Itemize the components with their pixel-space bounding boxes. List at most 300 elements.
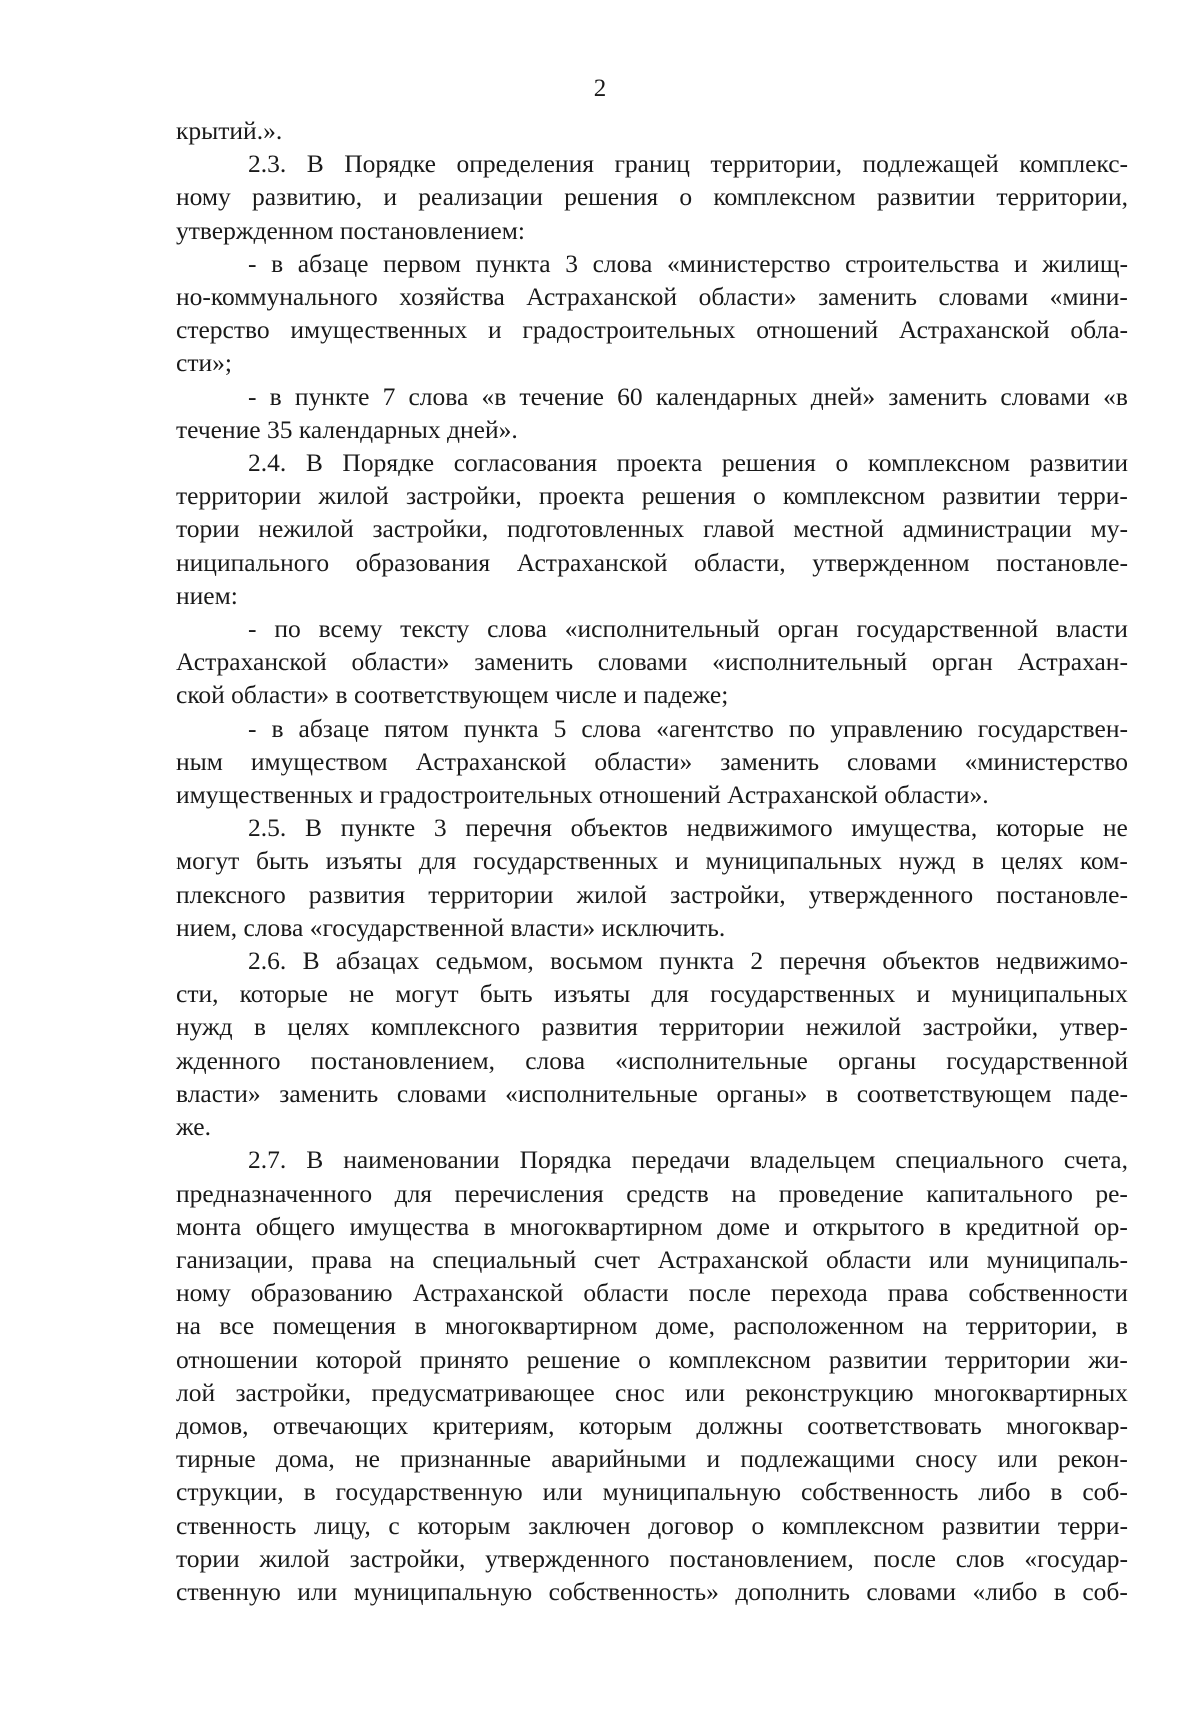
text-line-content: сти»;: [176, 348, 232, 378]
text-word: нежилой: [805, 1012, 902, 1042]
text-word: территории: [945, 1344, 1071, 1374]
text-word: комплексного: [370, 1012, 521, 1042]
text-word: терри-: [1057, 1510, 1128, 1540]
text-word: Порядке: [342, 448, 435, 478]
text-line: [176, 1309, 1128, 1342]
text-word: решения: [564, 182, 659, 212]
text-word: слова: [487, 614, 547, 644]
text-word: утвержденного: [808, 879, 974, 909]
text-line: [176, 1343, 1128, 1376]
text-word: Астраханской: [898, 315, 1050, 345]
text-word: постановле-: [996, 879, 1128, 909]
text-line: [176, 1210, 1128, 1243]
text-line: [176, 1010, 1128, 1043]
text-word: образованию: [250, 1278, 393, 1308]
text-word: могут: [176, 846, 240, 876]
text-word: либо: [978, 1477, 1031, 1507]
text-word: утвержденном: [812, 547, 970, 577]
text-line-content: же.: [176, 1112, 211, 1142]
text-line: [176, 712, 1128, 745]
text-word: открытого: [812, 1211, 925, 1241]
text-word: государственной: [856, 614, 1039, 644]
text-line: [176, 479, 1128, 512]
text-word: после: [688, 1278, 751, 1308]
text-word: словами: [866, 1576, 957, 1606]
text-word: застройки,: [349, 1543, 466, 1573]
text-word: Астрахан-: [1017, 647, 1128, 677]
text-word: средств: [626, 1178, 709, 1208]
text-word: объектов: [882, 946, 980, 976]
text-word: специальный: [432, 1244, 577, 1274]
text-word: отвечающих: [272, 1410, 409, 1440]
text-word: первом: [383, 248, 462, 278]
text-word: стерство: [176, 315, 270, 345]
text-word: и: [488, 315, 502, 345]
text-word: ре-: [1095, 1178, 1128, 1208]
text-word: заключен: [528, 1510, 631, 1540]
text-word: в: [1053, 1576, 1066, 1606]
text-word: все: [219, 1311, 255, 1341]
text-word: нежилой: [258, 514, 354, 544]
text-word: или: [542, 1477, 583, 1507]
text-word: расположенном: [733, 1311, 905, 1341]
text-word: «исполнительные: [615, 1045, 808, 1075]
text-word: для: [394, 1178, 433, 1208]
text-word: и: [706, 1444, 721, 1474]
text-word: в: [303, 1477, 316, 1507]
text-word: и: [675, 846, 689, 876]
text-word: пятом: [384, 713, 449, 743]
text-word: пункта: [659, 946, 735, 976]
text-word: 2.3.: [248, 149, 287, 179]
text-word: -: [248, 614, 257, 644]
text-word: аварийными: [551, 1444, 687, 1474]
text-word: области»: [594, 746, 693, 776]
text-word: струкции,: [176, 1477, 284, 1507]
text-word: и: [784, 1211, 799, 1241]
text-word: для: [418, 846, 457, 876]
text-word: застройки,: [922, 1012, 1039, 1042]
text-word: подготовленных: [506, 514, 685, 544]
text-word: власти»: [176, 1078, 261, 1108]
text-word: жилищ-: [1042, 248, 1128, 278]
text-word: «агентство: [656, 713, 774, 743]
text-word: домов,: [176, 1410, 249, 1440]
text-word: в: [938, 1211, 952, 1241]
text-line: [176, 1442, 1128, 1475]
text-line: [176, 612, 1128, 645]
text-word: территории,: [965, 1311, 1098, 1341]
text-word: решения: [721, 448, 816, 478]
text-word: быть: [479, 979, 533, 1009]
text-word: орган: [777, 614, 839, 644]
text-word: о: [752, 481, 766, 511]
text-word: границ: [614, 149, 690, 179]
text-word: 60: [617, 381, 643, 411]
text-word: муниципальных: [951, 979, 1128, 1009]
text-word: муниципальную: [602, 1477, 782, 1507]
text-word: монта: [176, 1211, 242, 1241]
text-line: [176, 380, 1128, 413]
text-word: жилой: [318, 481, 389, 511]
text-word: помещения: [272, 1311, 397, 1341]
text-word: соответствовать: [807, 1410, 982, 1440]
text-word: на: [922, 1311, 948, 1341]
text-word: развитии: [876, 182, 976, 212]
text-word: хозяйства: [399, 282, 505, 312]
text-word: области: [583, 1278, 669, 1308]
text-word: ному: [176, 1278, 231, 1308]
text-word: пункта: [475, 248, 551, 278]
text-word: 3: [565, 248, 578, 278]
text-word: развитии: [941, 1510, 1041, 1540]
text-word: тории: [176, 514, 240, 544]
text-word: заменить: [888, 381, 988, 411]
text-word: В: [302, 946, 320, 976]
text-word: «в: [1103, 381, 1128, 411]
text-line: [176, 778, 1128, 811]
text-word: лицу,: [314, 1510, 371, 1540]
text-word: в: [1050, 1477, 1063, 1507]
text-word: ниципального: [176, 547, 330, 577]
text-word: в: [1115, 1311, 1128, 1341]
text-word: комплекс-: [1019, 149, 1128, 179]
text-word: должны: [696, 1410, 783, 1440]
text-word: отношении: [176, 1344, 298, 1374]
text-word: слова: [408, 381, 469, 411]
text-word: муниципальную: [353, 1576, 533, 1606]
text-word: области,: [694, 547, 786, 577]
text-word: права: [311, 1244, 373, 1274]
text-line: [176, 944, 1128, 977]
text-word: заменить: [720, 746, 820, 776]
text-word: перечисления: [454, 1178, 604, 1208]
text-line: [176, 911, 1128, 944]
text-word: ному: [176, 182, 231, 212]
text-word: на: [389, 1244, 415, 1274]
text-word: собственности: [968, 1278, 1128, 1308]
text-word: и: [383, 182, 397, 212]
text-word: 5: [553, 713, 567, 743]
text-word: слова: [525, 1045, 586, 1075]
text-word: главой: [703, 514, 775, 544]
text-word: абзаце: [298, 713, 370, 743]
text-line: [176, 878, 1128, 911]
text-word: кредитной: [965, 1211, 1080, 1241]
text-word: предусматривающее: [371, 1377, 595, 1407]
text-word: 7: [382, 381, 396, 411]
text-word: территории: [176, 481, 302, 511]
text-word: плексного: [176, 879, 286, 909]
text-word: строительства: [845, 248, 1000, 278]
text-line: [176, 446, 1128, 479]
text-word: управлению: [830, 713, 963, 743]
text-line: [176, 1044, 1128, 1077]
text-word: в: [826, 1078, 839, 1108]
text-line: [176, 1177, 1128, 1210]
text-word: которым: [417, 1510, 511, 1540]
text-line: [176, 579, 1128, 612]
text-line: [176, 645, 1128, 678]
text-line: [176, 546, 1128, 579]
text-word: капитального: [926, 1178, 1073, 1208]
text-word: в: [254, 1012, 267, 1042]
text-line: [176, 147, 1128, 180]
text-word: не: [355, 1444, 380, 1474]
text-line-content: течение 35 календарных дней».: [176, 414, 518, 444]
text-word: в: [483, 1211, 496, 1241]
text-word: о: [835, 448, 849, 478]
text-word: снос: [615, 1377, 665, 1407]
text-line: [176, 280, 1128, 313]
text-line-content: утвержденном постановлением:: [176, 215, 525, 245]
text-word: которые: [239, 979, 328, 1009]
text-word: постановлением,: [310, 1045, 496, 1075]
text-line: [176, 1409, 1128, 1442]
text-word: счет: [593, 1244, 640, 1274]
text-word: целях: [287, 1012, 350, 1042]
text-word: территории,: [710, 149, 843, 179]
text-word: собственность: [800, 1477, 959, 1507]
text-word: «исполнительные: [505, 1078, 698, 1108]
text-word: обла-: [1070, 315, 1128, 345]
text-word: многоквартирных: [933, 1377, 1128, 1407]
text-word: слова: [592, 248, 653, 278]
text-word: нужд: [176, 1012, 233, 1042]
text-word: изъяты: [553, 979, 631, 1009]
text-line: [176, 1575, 1128, 1608]
text-word: государственных: [710, 979, 896, 1009]
text-word: развития: [541, 1012, 638, 1042]
text-line-content: крытий.».: [176, 116, 283, 145]
text-word: на: [176, 1311, 201, 1341]
text-word: на: [731, 1178, 757, 1208]
text-line: [176, 346, 1128, 379]
text-word: перечня: [465, 813, 552, 843]
page-number: 2: [593, 75, 607, 102]
text-line: [176, 844, 1128, 877]
text-word: слова: [581, 713, 642, 743]
text-word: собственность»: [548, 1576, 719, 1606]
text-word: Порядка: [519, 1145, 612, 1175]
text-word: доме: [717, 1211, 770, 1241]
document-body: [176, 114, 1128, 1608]
text-word: застройки,: [669, 879, 786, 909]
text-word: или: [997, 1444, 1038, 1474]
text-word: специального: [895, 1145, 1044, 1175]
text-word: терри-: [1057, 481, 1128, 511]
text-word: «в: [481, 381, 507, 411]
text-word: местной: [793, 514, 884, 544]
text-word: по: [788, 713, 816, 743]
text-line: [176, 1475, 1128, 1508]
text-word: му-: [1090, 514, 1128, 544]
text-word: дома,: [275, 1444, 335, 1474]
text-word: муниципаль-: [986, 1244, 1128, 1274]
text-word: тексту: [400, 614, 470, 644]
text-word: Астраханской: [176, 647, 327, 677]
text-word: развитии: [828, 1344, 928, 1374]
text-word: Астраханской: [516, 547, 668, 577]
text-word: муниципальных: [705, 846, 882, 876]
text-word: комплексном: [713, 182, 856, 212]
text-word: соб-: [1082, 1576, 1128, 1606]
text-word: счета,: [1063, 1145, 1128, 1175]
text-word: согласования: [453, 448, 598, 478]
text-word: соответствующем: [856, 1078, 1052, 1108]
text-word: рекон-: [1057, 1444, 1128, 1474]
text-word: 2: [750, 946, 764, 976]
text-word: государственную: [335, 1477, 523, 1507]
text-line: [176, 214, 1128, 247]
text-word: подлежащими: [740, 1444, 896, 1474]
text-line: [176, 1542, 1128, 1575]
text-line: [176, 745, 1128, 778]
text-word: ор-: [1093, 1211, 1128, 1241]
text-word: ком-: [1079, 846, 1128, 876]
text-word: развитии: [1029, 448, 1128, 478]
text-word: доме,: [655, 1311, 715, 1341]
text-word: имуществом: [250, 746, 388, 776]
text-word: застройки,: [405, 481, 522, 511]
text-word: заменить: [279, 1078, 379, 1108]
text-word: лой: [176, 1377, 216, 1407]
text-word: перехода: [770, 1278, 868, 1308]
text-word: 2.4.: [248, 448, 287, 478]
text-word: области»: [698, 282, 797, 312]
text-word: -: [248, 713, 257, 743]
text-word: -: [248, 381, 257, 411]
text-word: развитию,: [252, 182, 363, 212]
text-word: которые: [995, 813, 1085, 843]
text-word: утвер-: [1059, 1012, 1128, 1042]
text-word: словами: [847, 746, 937, 776]
text-word: сти,: [176, 979, 219, 1009]
text-word: которой: [315, 1344, 402, 1374]
text-word: объектов: [570, 813, 668, 843]
text-word: принято: [419, 1344, 509, 1374]
text-word: образования: [355, 547, 491, 577]
text-word: седьмом,: [435, 946, 534, 976]
text-line: [176, 180, 1128, 213]
text-word: органы»: [716, 1078, 808, 1108]
text-word: утвержденного: [485, 1543, 650, 1573]
text-word: могут: [395, 979, 459, 1009]
text-word: календарных: [655, 381, 798, 411]
text-word: соб-: [1082, 1477, 1128, 1507]
text-word: сносу: [915, 1444, 978, 1474]
text-word: -: [248, 248, 257, 278]
text-word: с: [388, 1510, 400, 1540]
text-line: [176, 1243, 1128, 1276]
text-word: или: [685, 1377, 726, 1407]
text-word: в: [269, 381, 282, 411]
text-word: государственной: [946, 1045, 1128, 1075]
text-word: целях: [1000, 846, 1064, 876]
text-word: «министерство: [964, 746, 1128, 776]
text-word: абзаце: [297, 248, 369, 278]
text-word: «государ-: [1024, 1543, 1128, 1573]
text-word: застройки,: [372, 514, 489, 544]
text-word: абзацах: [335, 946, 420, 976]
text-word: проекта: [538, 481, 625, 511]
text-word: администрации: [902, 514, 1072, 544]
text-word: органы: [838, 1045, 917, 1075]
text-word: Астраханской: [657, 1244, 809, 1274]
text-word: отношений: [756, 315, 879, 345]
text-word: В: [306, 149, 324, 179]
text-word: области»: [351, 647, 450, 677]
text-word: недвижимо-: [996, 946, 1128, 976]
text-word: быть: [256, 846, 309, 876]
text-word: заменить: [474, 647, 574, 677]
text-word: в: [271, 713, 284, 743]
text-word: в: [972, 846, 985, 876]
text-word: после: [873, 1543, 936, 1573]
text-word: проекта: [616, 448, 703, 478]
text-line: [176, 247, 1128, 280]
text-word: градостроительных: [522, 315, 736, 345]
text-line: [176, 1509, 1128, 1542]
text-line: [176, 114, 1128, 147]
text-word: права: [887, 1278, 949, 1308]
text-line-content: нием:: [176, 580, 238, 610]
text-word: решения: [641, 481, 736, 511]
text-word: решение: [526, 1344, 621, 1374]
text-word: в: [414, 1311, 427, 1341]
text-word: словами: [1000, 381, 1090, 411]
text-word: тирные: [176, 1444, 256, 1474]
text-line: [176, 811, 1128, 844]
text-word: жи-: [1088, 1344, 1128, 1374]
text-word: передачи: [631, 1145, 730, 1175]
text-line: [176, 1110, 1128, 1143]
text-word: ганизации,: [176, 1244, 294, 1274]
text-word: наименовании: [343, 1145, 500, 1175]
text-line: [176, 1077, 1128, 1110]
text-word: в: [271, 248, 284, 278]
text-word: перечня: [779, 946, 867, 976]
text-word: области: [825, 1244, 912, 1274]
text-word: по: [274, 614, 301, 644]
text-word: В: [304, 813, 322, 843]
text-word: 2.6.: [248, 946, 287, 976]
text-word: государственных: [473, 846, 659, 876]
text-word: власти: [1056, 614, 1128, 644]
text-line: [176, 313, 1128, 346]
text-word: Астраханской: [526, 282, 678, 312]
text-word: имущественных: [290, 315, 468, 345]
text-word: всему: [318, 614, 383, 644]
text-word: развитии: [942, 481, 1041, 511]
text-word: о: [751, 1510, 765, 1540]
text-word: но-коммунального: [176, 282, 378, 312]
text-word: имущества,: [851, 813, 978, 843]
text-word: изъяты: [325, 846, 403, 876]
text-line: [176, 678, 1128, 711]
text-line-content: ской области» в соответствующем числе и падеже;: [176, 680, 729, 710]
text-word: не: [349, 979, 375, 1009]
text-word: недвижимого: [686, 813, 833, 843]
text-word: течение: [519, 381, 605, 411]
text-word: территории,: [996, 182, 1128, 212]
text-word: государствен-: [977, 713, 1128, 743]
text-word: комплексном: [782, 481, 926, 511]
text-word: о: [638, 1344, 651, 1374]
text-word: орган: [931, 647, 993, 677]
text-word: владельцем: [749, 1145, 876, 1175]
text-word: пункте: [340, 813, 416, 843]
